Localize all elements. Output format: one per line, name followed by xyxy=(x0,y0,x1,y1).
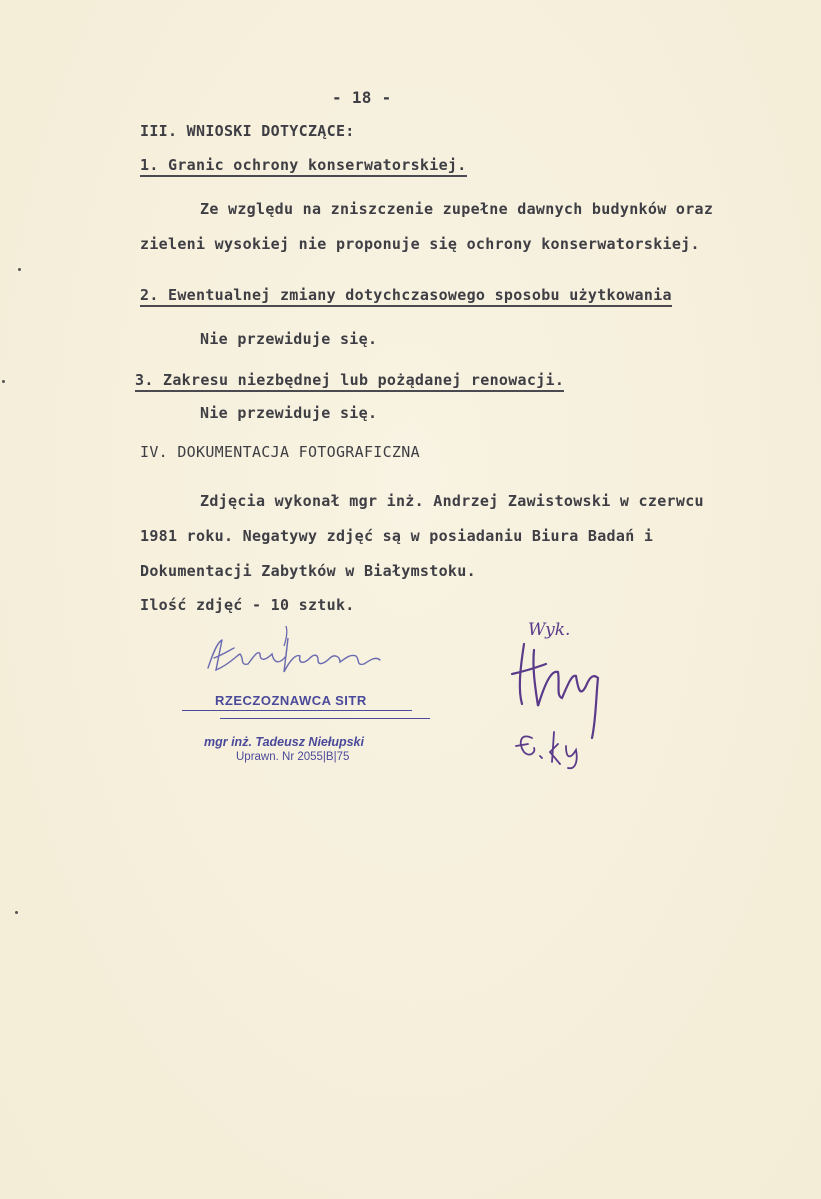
punch-mark xyxy=(18,268,21,271)
page-number: - 18 - xyxy=(332,88,392,107)
stamp-license: Uprawn. Nr 2055|B|75 xyxy=(236,751,350,763)
handwritten-initials-right xyxy=(510,640,620,770)
photo-line3: Dokumentacji Zabytków w Białymstoku. xyxy=(140,562,476,580)
item3-text: Nie przewiduje się. xyxy=(200,404,378,422)
section-heading-iii: III. WNIOSKI DOTYCZĄCE: xyxy=(140,122,355,140)
photo-line4: Ilość zdjęć - 10 sztuk. xyxy=(140,596,355,614)
photo-line2: 1981 roku. Negatywy zdjęć są w posiadaniu Biura Badań i xyxy=(140,527,654,545)
item1-line2: zieleni wysokiej nie proponuje się ochrony konserwatorskiej. xyxy=(140,235,700,253)
item1-line1: Ze względu na zniszczenie zupełne dawnych budynków oraz xyxy=(200,200,714,218)
stamp-name: mgr inż. Tadeusz Niełupski xyxy=(204,735,364,749)
stamp-title: RZECZOZNAWCA SITR xyxy=(215,693,367,708)
photo-line1: Zdjęcia wykonał mgr inż. Andrzej Zawistowski w czerwcu xyxy=(200,492,704,510)
item2-text: Nie przewiduje się. xyxy=(200,330,378,348)
stamp-line xyxy=(182,710,412,711)
item1-heading: 1. Granic ochrony konserwatorskiej. xyxy=(140,156,467,177)
item3-heading: 3. Zakresu niezbędnej lub pożądanej renowacji. xyxy=(135,371,564,392)
section-heading-iv: IV. DOKUMENTACJA FOTOGRAFICZNA xyxy=(140,443,420,461)
item2-heading: 2. Ewentualnej zmiany dotychczasowego sposobu użytkowania xyxy=(140,286,672,307)
handwritten-signature-left xyxy=(200,620,410,690)
punch-mark xyxy=(2,380,5,383)
punch-mark xyxy=(15,911,18,914)
annotation-label: Wyk. xyxy=(528,620,571,640)
stamp-line xyxy=(220,718,430,719)
